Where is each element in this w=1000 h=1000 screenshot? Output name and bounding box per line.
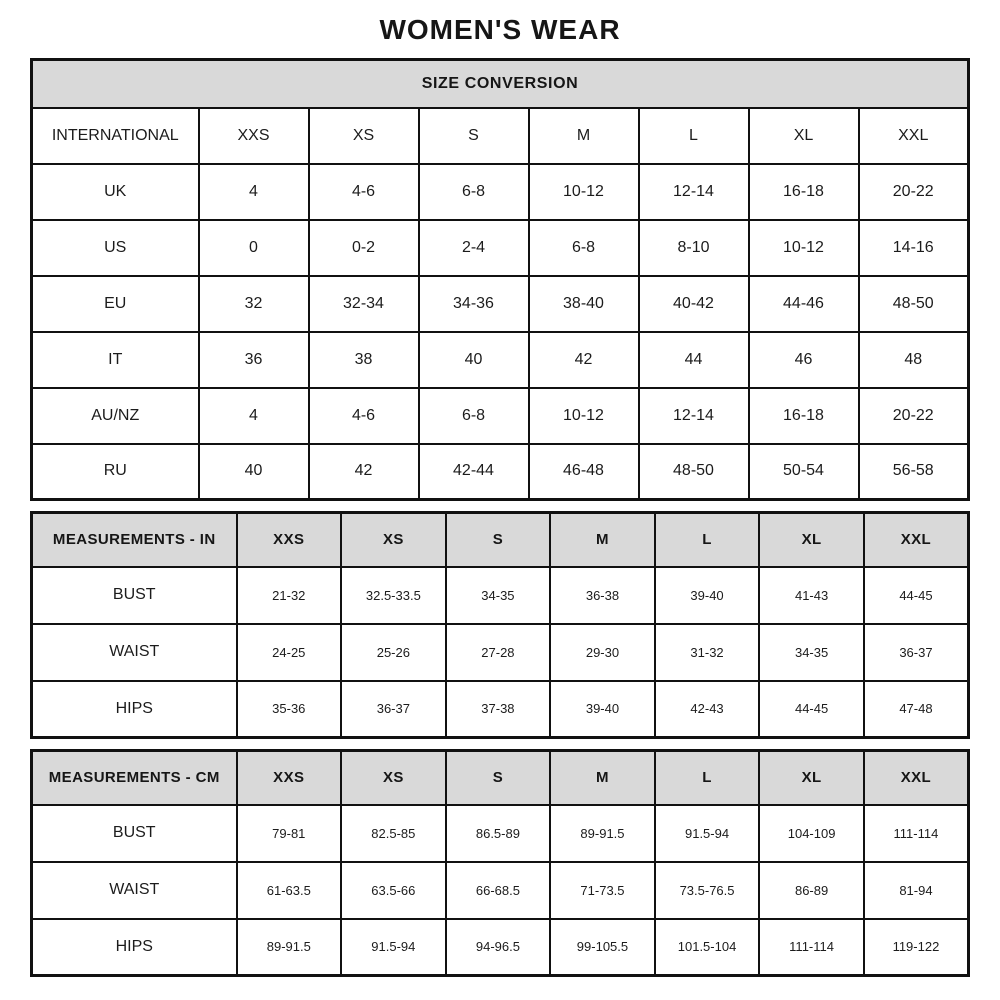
cell-waist-xxl: 81-94 [864,862,969,919]
cell-waist-xxs: 61-63.5 [237,862,342,919]
cell-it-xxs: 36 [199,332,309,388]
cell-hips-xs: 91.5-94 [341,919,446,976]
cell-bust-m: 89-91.5 [550,805,655,862]
cell-waist-xl: 86-89 [759,862,864,919]
cell-eu-xs: 32-34 [309,276,419,332]
cell-waist-xxs: 24-25 [237,624,342,681]
cell-bust-xxs: 79-81 [237,805,342,862]
table-row-uk [32,164,969,220]
row-label-ru: RU [32,444,199,500]
cell-bust-xxl: 111-114 [864,805,969,862]
cell-bust-l: 39-40 [655,567,760,624]
cell-waist-xs: 25-26 [341,624,446,681]
cell-hips-s: 37-38 [446,681,551,738]
column-header-xxs: XXS [237,513,342,567]
row-label-it: IT [32,332,199,388]
cell-bust-xxl: 44-45 [864,567,969,624]
cell-us-xl: 10-12 [749,220,859,276]
measurements-in-header-row [32,513,969,567]
table-row-hips [32,919,969,976]
cell-bust-s: 86.5-89 [446,805,551,862]
cell-uk-l: 12-14 [639,164,749,220]
cell-waist-l: 31-32 [655,624,760,681]
cell-waist-l: 73.5-76.5 [655,862,760,919]
column-header-l: L [655,513,760,567]
cell-us-m: 6-8 [529,220,639,276]
column-header-xs: XS [341,513,446,567]
cell-hips-s: 94-96.5 [446,919,551,976]
cell-waist-xxl: 36-37 [864,624,969,681]
cell-uk-xl: 16-18 [749,164,859,220]
table-row-hips [32,681,969,738]
cell-eu-xxl: 48-50 [859,276,969,332]
row-label-us: US [32,220,199,276]
row-label-waist: WAIST [32,862,237,919]
cell-hips-xxs: 89-91.5 [237,919,342,976]
cell-hips-m: 99-105.5 [550,919,655,976]
row-label-hips: HIPS [32,919,237,976]
size-conversion-table [30,58,970,501]
table-row-au-nz [32,388,969,444]
size-chart-sheet [30,14,970,977]
cell-bust-m: 36-38 [550,567,655,624]
cell-hips-l: 42-43 [655,681,760,738]
column-header-xs: XS [341,751,446,805]
column-header-xxl: XXL [859,108,969,164]
cell-eu-s: 34-36 [419,276,529,332]
column-header-l: L [639,108,749,164]
cell-it-m: 42 [529,332,639,388]
cell-ru-l: 48-50 [639,444,749,500]
column-header-s: S [446,751,551,805]
size-conversion-header-row [32,108,969,164]
table-row-ru [32,444,969,500]
measurements-cm-header-row [32,751,969,805]
cell-bust-l: 91.5-94 [655,805,760,862]
cell-waist-s: 66-68.5 [446,862,551,919]
table-row-bust [32,805,969,862]
cell-uk-m: 10-12 [529,164,639,220]
cell-ru-xxl: 56-58 [859,444,969,500]
measurements-in-table [30,511,970,739]
cell-eu-l: 40-42 [639,276,749,332]
cell-waist-xs: 63.5-66 [341,862,446,919]
column-header-xl: XL [749,108,859,164]
table-row-us [32,220,969,276]
cell-it-xl: 46 [749,332,859,388]
measurements-in-label-header: MEASUREMENTS - IN [32,513,237,567]
row-label-eu: EU [32,276,199,332]
column-header-s: S [446,513,551,567]
cell-hips-l: 101.5-104 [655,919,760,976]
cell-au-nz-xxs: 4 [199,388,309,444]
cell-eu-xl: 44-46 [749,276,859,332]
cell-hips-xs: 36-37 [341,681,446,738]
cell-au-nz-l: 12-14 [639,388,749,444]
cell-it-s: 40 [419,332,529,388]
cell-it-l: 44 [639,332,749,388]
column-header-m: M [550,513,655,567]
column-header-m: M [550,751,655,805]
cell-ru-s: 42-44 [419,444,529,500]
cell-bust-xl: 41-43 [759,567,864,624]
column-header-xs: XS [309,108,419,164]
column-header-s: S [419,108,529,164]
cell-bust-xxs: 21-32 [237,567,342,624]
row-label-waist: WAIST [32,624,237,681]
column-header-xxs: XXS [199,108,309,164]
cell-us-xxs: 0 [199,220,309,276]
cell-hips-xxl: 47-48 [864,681,969,738]
row-label-uk: UK [32,164,199,220]
column-header-m: M [529,108,639,164]
cell-uk-s: 6-8 [419,164,529,220]
row-label-hips: HIPS [32,681,237,738]
cell-us-xxl: 14-16 [859,220,969,276]
cell-ru-m: 46-48 [529,444,639,500]
size-conversion-banner-row [32,60,969,108]
cell-waist-m: 29-30 [550,624,655,681]
cell-bust-s: 34-35 [446,567,551,624]
cell-it-xs: 38 [309,332,419,388]
cell-ru-xs: 42 [309,444,419,500]
table-row-waist [32,624,969,681]
row-label-bust: BUST [32,567,237,624]
cell-eu-xxs: 32 [199,276,309,332]
cell-au-nz-m: 10-12 [529,388,639,444]
cell-hips-xl: 44-45 [759,681,864,738]
table-row-bust [32,567,969,624]
cell-us-l: 8-10 [639,220,749,276]
column-header-xxl: XXL [864,751,969,805]
cell-au-nz-s: 6-8 [419,388,529,444]
cell-au-nz-xxl: 20-22 [859,388,969,444]
cell-waist-xl: 34-35 [759,624,864,681]
cell-hips-xl: 111-114 [759,919,864,976]
table-row-it [32,332,969,388]
size-conversion-banner: SIZE CONVERSION [32,60,969,108]
cell-ru-xl: 50-54 [749,444,859,500]
cell-us-xs: 0-2 [309,220,419,276]
cell-us-s: 2-4 [419,220,529,276]
cell-hips-xxl: 119-122 [864,919,969,976]
row-label-au-nz: AU/NZ [32,388,199,444]
column-header-xxl: XXL [864,513,969,567]
cell-bust-xl: 104-109 [759,805,864,862]
cell-eu-m: 38-40 [529,276,639,332]
measurements-cm-table [30,749,970,977]
measurements-cm-label-header: MEASUREMENTS - CM [32,751,237,805]
column-header-xl: XL [759,751,864,805]
cell-it-xxl: 48 [859,332,969,388]
cell-ru-xxs: 40 [199,444,309,500]
column-header-xl: XL [759,513,864,567]
row-label-bust: BUST [32,805,237,862]
cell-au-nz-xl: 16-18 [749,388,859,444]
cell-uk-xxs: 4 [199,164,309,220]
cell-uk-xxl: 20-22 [859,164,969,220]
size-conversion-label-header: INTERNATIONAL [32,108,199,164]
page-title: WOMEN'S WEAR [379,14,621,45]
table-row-waist [32,862,969,919]
cell-hips-xxs: 35-36 [237,681,342,738]
cell-waist-m: 71-73.5 [550,862,655,919]
cell-waist-s: 27-28 [446,624,551,681]
cell-hips-m: 39-40 [550,681,655,738]
cell-bust-xs: 32.5-33.5 [341,567,446,624]
column-header-l: L [655,751,760,805]
cell-au-nz-xs: 4-6 [309,388,419,444]
column-header-xxs: XXS [237,751,342,805]
cell-bust-xs: 82.5-85 [341,805,446,862]
table-row-eu [32,276,969,332]
cell-uk-xs: 4-6 [309,164,419,220]
